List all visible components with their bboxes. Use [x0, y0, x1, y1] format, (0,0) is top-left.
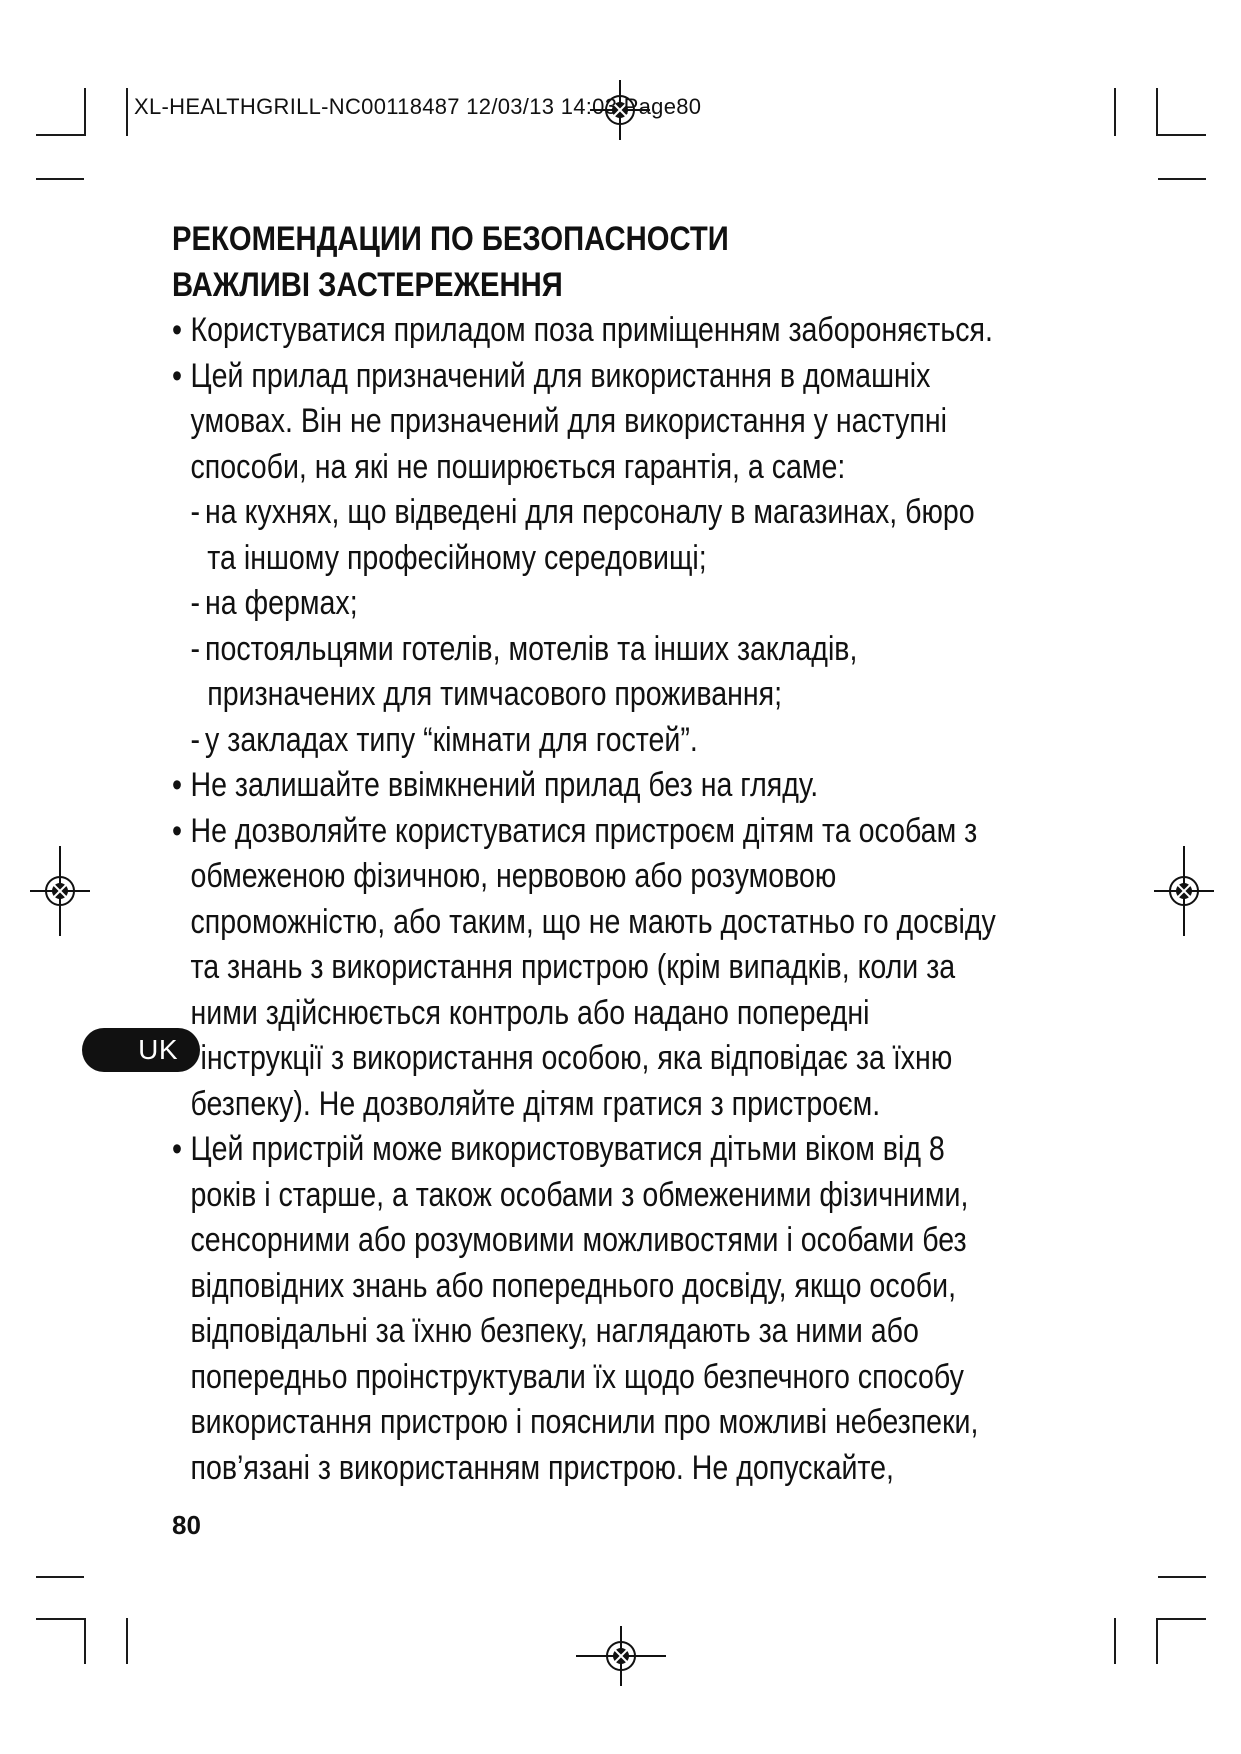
text-line: сенсорними або розумовими можливостями і особами без [190, 1221, 967, 1259]
text-line: ними здійснюється контроль або надано попередні [190, 993, 870, 1032]
bullet-icon: • [172, 1130, 183, 1168]
crop-mark-top-left-h2 [36, 178, 84, 180]
crop-mark-top-right-v [1156, 88, 1158, 136]
crop-mark-bottom-left-v [84, 1618, 86, 1664]
crop-mark-bottom-left-h2 [36, 1618, 84, 1620]
text-line: відповідних знань або попереднього досвіду, якщо особи, [190, 1266, 957, 1305]
dash-icon: - [190, 720, 200, 759]
registration-mark-bottom-icon [576, 1626, 666, 1686]
text-line: та іншому професійному середовищі; [207, 538, 707, 577]
bullet-line: • Не дозволяйте користуватися пристроєм дітям та особам з [172, 809, 953, 855]
dash-line: - постояльцями готелів, мотелів та інших закладів, [190, 629, 858, 668]
text-line: попередньо проінструктували їх щодо безпечного способу [190, 1357, 964, 1396]
crop-mark-top-right-h2 [1158, 178, 1206, 180]
section-titles [172, 216, 1112, 308]
bullet-line: • Цей прилад призначений для використання в домашніх [172, 354, 953, 400]
title-russian: РЕКОМЕНДАЦИИ ПО БЕЗОПАСНОСТИ [172, 220, 729, 258]
text-line: інструкції з використання особою, яка відповідає за їхню [200, 1039, 953, 1077]
text-line: та знань з використання пристрою (крім випадків, коли за [190, 948, 956, 986]
bullet-icon: • [172, 811, 183, 850]
bullet-icon: • [172, 356, 183, 395]
crop-mark-bottom-left-h [36, 1576, 84, 1578]
dash-icon: - [190, 493, 200, 531]
print-slug: XL-HEALTHGRILL-NC00118487 12/03/13 14:03 Page80 [134, 94, 702, 119]
text-line: умовах. Він не призначений для використання у наступні [190, 402, 948, 440]
text-line: безпеку). Не дозволяйте дітям гратися з пристроєм. [190, 1084, 881, 1123]
page-number: 80 [172, 1510, 201, 1540]
dash-line: - у закладах типу “кімнати для гостей”. [190, 720, 698, 759]
crop-mark-bottom-right-v [1156, 1618, 1158, 1664]
crop-mark-bottom-right-h [1158, 1576, 1206, 1578]
crop-mark-bottom-right-v2 [1114, 1618, 1116, 1664]
dash-icon: - [190, 584, 200, 622]
text-line: спроможністю, або таким, що не мають достатньо го досвіду [190, 902, 996, 941]
crop-mark-top-left-v [84, 88, 86, 136]
crop-mark-top-left-h [36, 134, 84, 136]
text-line: відповідальні за їхню безпеку, наглядають за ними або [190, 1312, 919, 1350]
text-line: років і старше, а також особами з обмеженими фізичними, [190, 1175, 969, 1214]
title-ukrainian: ВАЖЛИВІ ЗАСТЕРЕЖЕННЯ [172, 266, 563, 304]
crop-mark-bottom-right-h2 [1158, 1618, 1206, 1620]
dash-icon: - [190, 629, 200, 668]
text-line: обмеженою фізичною, нервовою або розумовою [190, 857, 837, 895]
language-tab-badge: UK [82, 1028, 200, 1072]
bullet-line: • Користуватися приладом поза приміщенням забороняється. [172, 308, 953, 354]
crop-mark-top-right-h [1158, 134, 1206, 136]
dash-line: - на фермах; [190, 584, 358, 622]
bullet-line: • Не залишайте ввімкнений прилад без на гляду. [172, 763, 953, 809]
text-line: пов’язані з використанням пристрою. Не допускайте, [190, 1448, 894, 1487]
registration-mark-right-icon [1154, 846, 1214, 936]
text-line: способи, на які не поширюється гарантія, а саме: [190, 447, 846, 486]
safety-instructions [172, 308, 1102, 1491]
bullet-icon: • [172, 311, 183, 349]
bullet-line: • Цей пристрій може використовуватися дітьми віком від 8 [172, 1127, 953, 1173]
crop-mark-top-right-v2 [1114, 88, 1116, 136]
crop-mark-top-left-v2 [126, 88, 128, 136]
text-line: використання пристрою і пояснили про можливі небезпеки, [190, 1403, 979, 1441]
bullet-icon: • [172, 766, 183, 804]
crop-mark-bottom-left-v2 [126, 1618, 128, 1664]
dash-line: - на кухнях, що відведені для персоналу в магазинах, бюро [190, 493, 975, 531]
registration-mark-left-icon [30, 846, 90, 936]
text-line: призначених для тимчасового проживання; [207, 675, 783, 713]
